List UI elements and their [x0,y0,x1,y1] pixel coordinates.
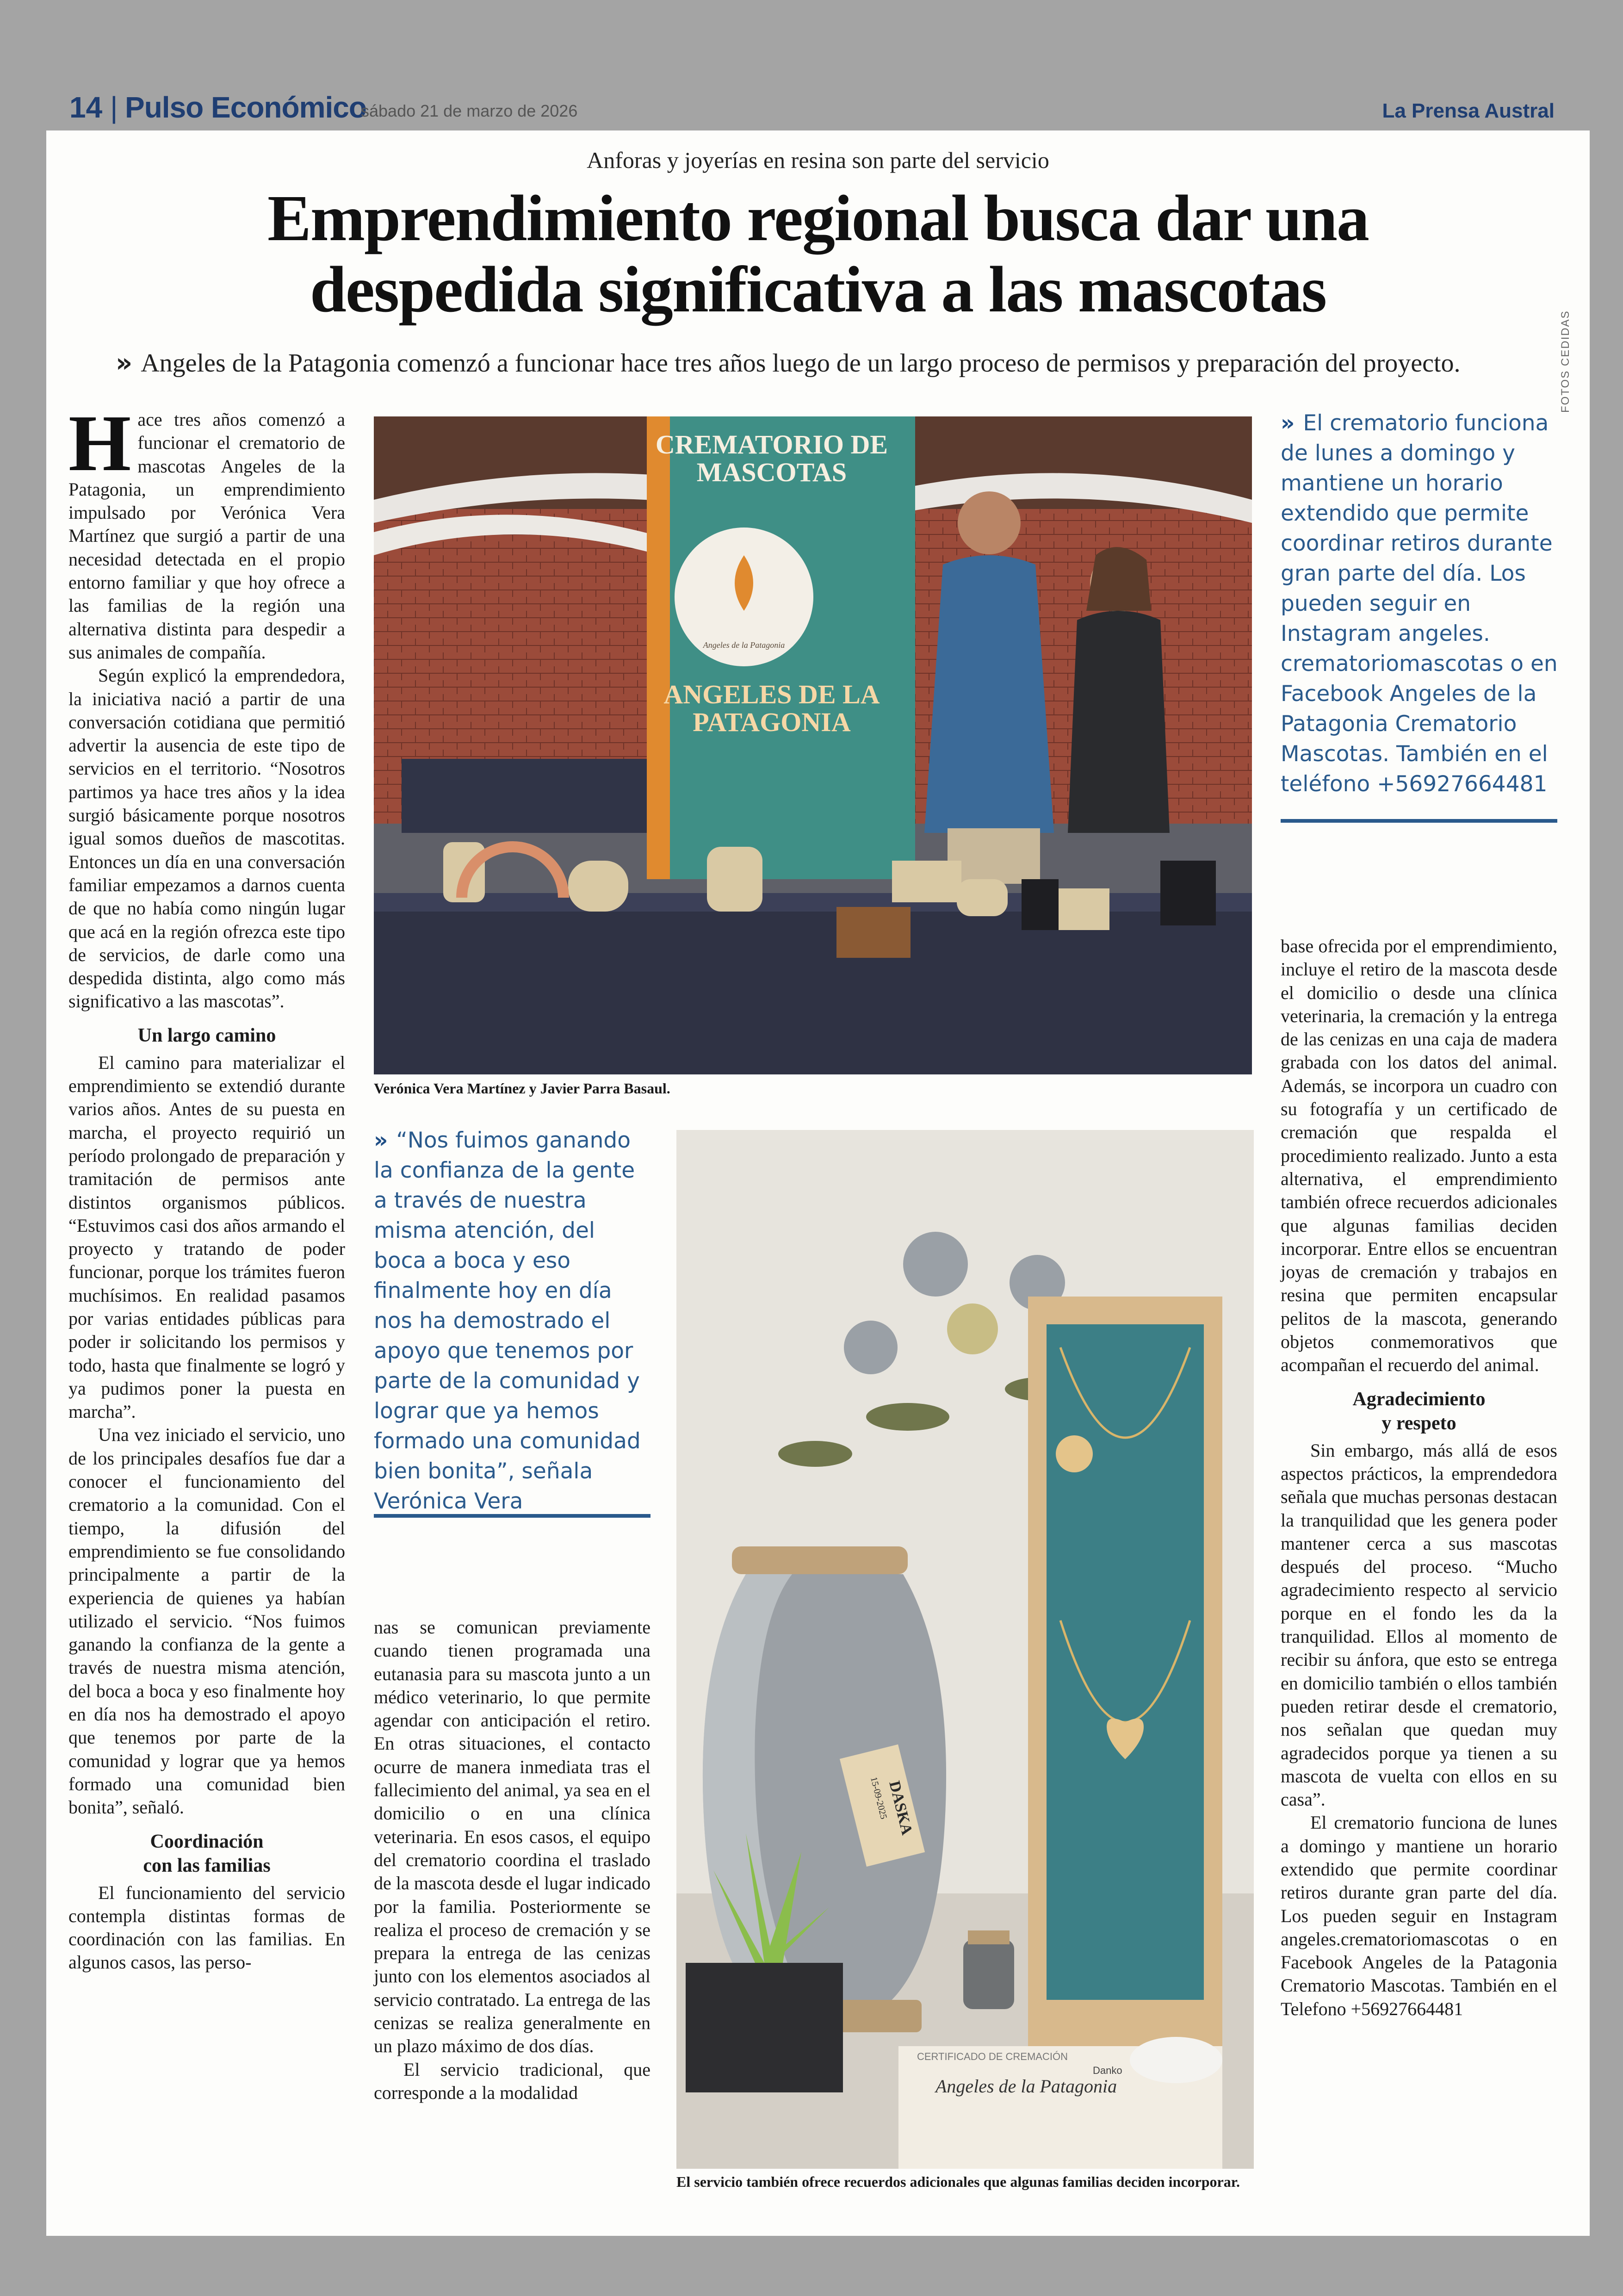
photo-caption-1: Verónica Vera Martínez y Javier Parra Basaul. [374,1080,670,1097]
pull-quote-right [1281,408,1558,799]
paragraph: Sin embargo, más allá de esos aspectos prácticos, la emprendedora señala que muchas personas destacan la tranquilidad que les genera poder mantener cerca a sus mascotas después del proceso. “Mucho agradecimiento respecto al servicio porque en el fondo les da la tranquilidad. Ellos al momento de recibir su ánfora, que esto se entrega en domicilio también o ellos también pueden retirar desde el crematorio, nos señalan que quedan muy agradecidos porque ya tienen a su mascota de vuelta con ellos en su casa”. [1281,1440,1557,1810]
paragraph: Una vez iniciado el servicio, uno de los principales desafíos fue dar a conocer el funcionamiento del crematorio a la comunidad. Con el tiempo, la difusión del emprendimiento se fue consolidando principalmente a partir de la experiencia de quienes ya habían utilizado el servicio. “Nos fuimos ganando la confianza de la gente a través de nuestra misma atención, del boca a boca y eso finalmente hoy en día nos ha demostrado el apoyo que tenemos por parte de la comunidad y lograr que ya hemos formado una comunidad bien bonita”, señaló. [68,1424,345,1818]
pull-quote-right-text: El crematorio funciona de lunes a domingo y mantiene un horario extendido que permite coordinar retiros durante gran parte del día. Los pueden seguir en Instagram angeles. crematoriomascotas o en Facebook Angeles de la Patagonia Crematorio Mascotas. También en el teléfono +56927664481 [1281,410,1558,797]
banner-text: ANGELES DE LA [663,679,880,709]
subhead-line: y respeto [1381,1412,1456,1434]
page-header [69,90,1555,127]
quote-divider-right [1281,819,1557,823]
tag-name: DASKA [886,1779,916,1837]
pull-quote-middle [374,1125,651,1516]
pull-quote-middle-text: “Nos fuimos ganando la confianza de la gente a través de nuestra misma atención, del boca a boca y eso finalmente hoy en día nos ha demostrado el apoyo que tenemos por parte de la comunidad y lograr que ya hemos formado una comunidad bien bonita”, señala Verónica Vera [374,1128,641,1514]
quote-divider-middle [374,1514,650,1518]
newspaper-page [46,130,1590,2236]
headline-line-2: despedida significativa a las mascotas [310,253,1326,326]
kicker: Anforas y joyerías en resina son parte del servicio [587,147,1049,173]
subhead-coordinacion [68,1830,345,1878]
logo-text: Angeles de la Patagonia [703,640,785,650]
subhead-line: con las familias [143,1855,271,1876]
banner-text: PATAGONIA [693,707,851,737]
subhead-agradecimiento [1281,1387,1557,1435]
tag-dates: 15-09-2025 [868,1775,889,1820]
deck-text: Angeles de la Patagonia comenzó a funcionar hace tres años luego de un largo proceso de permisos y preparación del proyecto. [141,349,1461,378]
headline-line-1: Emprendimiento regional busca dar una [267,181,1369,254]
certificate-text: CERTIFICADO DE CREMACIÓN [917,2051,1068,2062]
paragraph: nas se comunican previamente cuando tienen programada una eutanasia para su mascota junto a un médico veterinario, lo que permite agendar con anticipación el retiro. En otras situaciones, el contacto ocurre de manera inmediata tras el fallecimiento del animal, ya sea en el domicilio o en una clínica veterinaria. En esos casos, el equipo del crematorio coordina el traslado de la mascota desde el lugar indicado por la familia. Posteriormente se realiza el proceso de cremación y se prepara la entrega de las cenizas junto con los elementos asociados al servicio contratado. La entrega de las cenizas se realiza generalmente en un plazo máximo de dos días. [374,1617,650,2057]
section-name: Pulso Económico [125,91,366,124]
subhead-line: Agradecimiento [1352,1388,1486,1410]
deck [116,348,1527,378]
chevron-icon: » [116,348,133,378]
column-2 [374,1616,650,2104]
paragraph: Según explicó la emprendedora, la iniciativa nació a partir de una conversación cotidiana que permitió advertir la ausencia de este tipo de servicios en el territorio. “Nosotros partimos ya hace tres años y la idea surgió básicamente porque nosotros igual somos dueños de mascotitas. Entonces un día en una conversación familiar empezamos a darnos cuenta de que no había como ningún lugar que acá en la región ofrezca este tipo de servicios, de darle como una despedida distinta, algo como más significativo a las mascotas”. [68,665,345,1012]
publication-date: sábado 21 de marzo de 2026 [361,101,578,120]
card-label: Danko [1093,2065,1122,2076]
page-number: 14 [69,91,103,124]
headline [46,182,1590,325]
photo-illustration [374,416,1252,1074]
photo-credit: FOTOS CEDIDAS [1559,310,1572,413]
subhead-largo-camino: Un largo camino [137,1024,276,1046]
paragraph: El servicio tradicional, que corresponde a la modalidad [374,2059,650,2103]
card-title: Angeles de la Patagonia [935,2076,1117,2097]
banner-text: MASCOTAS [696,457,847,487]
subhead-line: Coordinación [150,1831,264,1852]
photo-caption-2: El servicio también ofrece recuerdos adicionales que algunas familias deciden incorporar. [676,2173,1240,2190]
photo-illustration [676,1130,1254,2169]
paragraph: El camino para materializar el emprendimiento se extendió durante varios años. Antes de su puesta en marcha, el proyecto requirió un período prolongado de preparación y tramitación de permisos ante distintos organismos públicos. “Estuvimos casi dos años armando el proyecto y tratando de poder funcionar, porque los trámites fueron muchísimos. En realidad pasamos por varias entidades públicas para poder ir solicitando los permisos y todo, hasta que finalmente se logró y ya pudimos poner la puesta en marcha”. [68,1052,345,1422]
column-1 [68,398,345,1974]
banner-text: CREMATORIO DE [655,429,888,459]
chevron-icon: » [1281,410,1295,436]
chevron-icon: » [374,1128,388,1153]
page-separator: | [110,91,118,124]
paragraph: El funcionamiento del servicio contempla distintas formas de coordinación con las familias. En algunos casos, las perso- [68,1882,345,1973]
photo-urn-and-jewelry [676,1130,1254,2169]
masthead: La Prensa Austral [1382,99,1555,122]
intro-paragraph [68,398,345,664]
column-4 [1281,935,1557,2021]
paragraph: El crematorio funciona de lunes a domingo y mantiene un horario extendido que permite coordinar retiros durante gran parte del día. Los pueden seguir en Instagram angeles.crematoriomascotas o en Facebook Angeles de la Patagonia Crematorio Mascotas. También en el Telefono +56927664481 [1281,1812,1557,2019]
photo-crematorio-stand [374,416,1252,1074]
paragraph: base ofrecida por el emprendimiento, incluye el retiro de la mascota desde el domicilio o desde una clínica veterinaria, la cremación y la entrega de las cenizas en una caja de madera grabada con los datos del animal. Además, se incorpora un cuadro con su fotografía y un certificado de cremación que respalda el procedimiento realizado. Junto a esta alternativa, el emprendimiento también ofrece recuerdos adicionales que algunas familias deciden incorporar. Entre ellos se encuentran joyas de cremación y trabajos en resina que permiten encapsular pelitos de la mascota, generando objetos conmemorativos que acompañan el recuerdo del animal. [1281,936,1557,1376]
intro-text: ace tres años comenzó a funcionar el crematorio de mascotas Angeles de la Patagonia, un emprendimiento impulsado por Verónica Vera Martínez que surgió a partir de una necesidad detectada en el propio entorno familiar y que hoy ofrece a las familias de la región una alternativa distinta para despedir a sus animales de compañía. [68,409,345,663]
drop-cap: H [68,398,131,488]
